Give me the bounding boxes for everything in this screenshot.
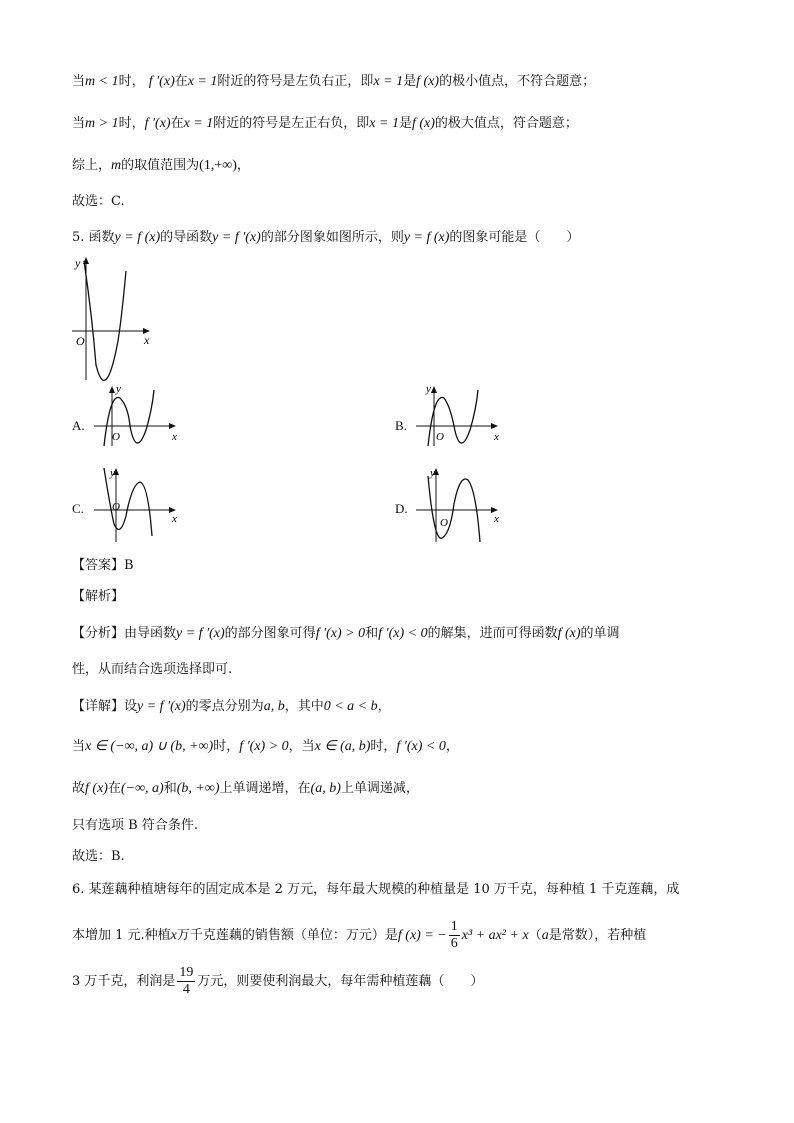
option-b-graph[interactable] bbox=[414, 384, 506, 448]
svg-text:O: O bbox=[112, 431, 120, 443]
text: 时， bbox=[213, 739, 240, 754]
text: 时， bbox=[118, 116, 145, 131]
text: 【详解】设 bbox=[72, 699, 138, 714]
text: 的部分图象可得 bbox=[224, 626, 316, 641]
derivative-graph bbox=[70, 255, 160, 385]
text: 在 bbox=[174, 74, 188, 89]
math: f ′(x) bbox=[148, 74, 175, 89]
svg-text:y: y bbox=[426, 384, 431, 395]
text: 附近的符号是左正右负，即 bbox=[213, 116, 370, 131]
text: 是 bbox=[398, 116, 412, 131]
text: ，当 bbox=[288, 739, 315, 754]
math: f (x) bbox=[416, 74, 440, 89]
math: x ∈ (−∞, a) ∪ (b, +∞) bbox=[85, 739, 214, 754]
text: 【答案】B bbox=[72, 558, 134, 573]
option-a-label: A. bbox=[72, 418, 85, 433]
option-d-label: D. bbox=[395, 501, 408, 516]
math: y = f ′(x) bbox=[176, 626, 225, 641]
text: 的极大值点，符合题意； bbox=[434, 116, 578, 131]
fenxi-line-2 bbox=[72, 660, 232, 680]
xiangjie-line-1 bbox=[72, 697, 391, 717]
text: 5. 函数 bbox=[72, 230, 115, 245]
math: f ′(x) > 0 bbox=[239, 739, 289, 754]
x-label: x bbox=[144, 333, 150, 347]
text: 上单调递增，在 bbox=[219, 781, 311, 796]
math: m < 1 bbox=[85, 74, 119, 89]
math: x = 1 bbox=[373, 74, 404, 89]
text: 时， bbox=[370, 739, 397, 754]
text: 的单调 bbox=[580, 626, 620, 641]
analysis-heading bbox=[72, 587, 124, 607]
text: 故 bbox=[72, 781, 86, 796]
math: a, b bbox=[263, 699, 285, 714]
option-b-label: B. bbox=[395, 418, 407, 433]
text: 在 bbox=[170, 116, 184, 131]
solution-line-3 bbox=[72, 156, 250, 176]
text: 和 bbox=[365, 626, 379, 641]
text: ， bbox=[445, 739, 459, 754]
svg-text:O: O bbox=[112, 501, 120, 513]
text: 性，从而结合选项选择即可. bbox=[72, 662, 233, 677]
text: 是常数），若种植 bbox=[548, 928, 647, 943]
solution-line-1 bbox=[72, 72, 595, 92]
parabola-curve bbox=[84, 261, 126, 380]
text: 万千克莲藕的销售额（单位：万元）是 bbox=[176, 928, 398, 943]
math: y = f ′(x) bbox=[212, 230, 261, 245]
svg-text:O: O bbox=[440, 517, 448, 529]
solution-line-4 bbox=[72, 192, 125, 212]
text: 的极小值点，不符合题意； bbox=[439, 74, 596, 89]
question-6-line-1 bbox=[72, 880, 679, 900]
math: (1,+∞) bbox=[199, 158, 237, 173]
text: 是 bbox=[403, 74, 417, 89]
math: f ′(x) < 0 bbox=[396, 739, 446, 754]
math: f ′(x) < 0 bbox=[378, 626, 428, 641]
text: 的导函数 bbox=[160, 230, 213, 245]
option-a-graph[interactable] bbox=[92, 384, 184, 448]
text: 的解集，进而可得函数 bbox=[427, 626, 558, 641]
svg-text:x: x bbox=[172, 513, 177, 525]
text: 3 万千克，利润是 bbox=[72, 974, 176, 989]
text: 当 bbox=[72, 116, 86, 131]
math: (−∞, a) bbox=[120, 781, 164, 796]
text: 当 bbox=[72, 739, 86, 754]
math: f ′(x) > 0 bbox=[315, 626, 366, 641]
text: 当 bbox=[72, 74, 86, 89]
svg-text:x: x bbox=[494, 513, 499, 525]
text: 【解析】 bbox=[72, 589, 125, 604]
option-c-label: C. bbox=[72, 501, 84, 516]
math: x = 1 bbox=[183, 116, 214, 131]
math: x ∈ (a, b) bbox=[314, 739, 371, 754]
text: ， bbox=[377, 699, 391, 714]
question-5 bbox=[72, 228, 579, 248]
option-c-graph[interactable] bbox=[92, 466, 184, 546]
math: y = f (x) bbox=[114, 230, 161, 245]
svg-text:O: O bbox=[436, 431, 444, 443]
math: m > 1 bbox=[85, 116, 119, 131]
text: 故选：B. bbox=[72, 849, 125, 864]
option-d-graph[interactable] bbox=[414, 466, 506, 546]
math: y = f ′(x) bbox=[137, 699, 186, 714]
math: y = f (x) bbox=[403, 230, 450, 245]
text: 只有选项 B 符合条件. bbox=[72, 818, 198, 833]
text: 【分析】由导函数 bbox=[72, 626, 177, 641]
text: 的零点分别为 bbox=[185, 699, 264, 714]
y-label: y bbox=[75, 256, 81, 270]
text: 附近的符号是左负右正，即 bbox=[217, 74, 374, 89]
math: f (x) = − bbox=[397, 928, 447, 943]
origin-label: O bbox=[76, 334, 85, 348]
text: 的取值范围为 bbox=[121, 158, 200, 173]
text: 和 bbox=[163, 781, 177, 796]
xiangjie-line-2 bbox=[72, 737, 459, 757]
text: 综上， bbox=[72, 158, 112, 173]
svg-text:y: y bbox=[116, 384, 121, 395]
text: 万元，则要使利润最大，每年需种植莲藕（ ） bbox=[197, 974, 484, 989]
math: f ′(x) bbox=[144, 116, 171, 131]
text: 6. 某莲藕种植塘每年的固定成本是 2 万元，每年最大规模的种植量是 10 万千克，每种植 1 千克莲藕，成 bbox=[72, 882, 680, 897]
text: 上单调递减， bbox=[340, 781, 419, 796]
text: 的图象可能是（ ） bbox=[449, 230, 580, 245]
math: x³ + ax² + x bbox=[461, 928, 529, 943]
fenxi-line-1 bbox=[72, 624, 620, 644]
math: f (x) bbox=[557, 626, 581, 641]
xiangjie-line-4 bbox=[72, 816, 198, 836]
math: (b, +∞) bbox=[176, 781, 220, 796]
answer-line bbox=[72, 556, 134, 576]
text: （ bbox=[528, 928, 542, 943]
question-6-line-2 bbox=[72, 918, 646, 954]
text: 的部分图象如图所示，则 bbox=[260, 230, 404, 245]
text: ， bbox=[236, 158, 250, 173]
xiangjie-line-3 bbox=[72, 779, 419, 799]
math: a bbox=[541, 928, 549, 943]
math: (a, b) bbox=[310, 781, 341, 796]
svg-text:x: x bbox=[494, 431, 499, 443]
math: x bbox=[170, 928, 177, 943]
math: x = 1 bbox=[187, 74, 218, 89]
question-6-line-3 bbox=[72, 964, 483, 1000]
math: 0 < a < b bbox=[323, 699, 378, 714]
math: x = 1 bbox=[369, 116, 399, 131]
fraction-one-sixth: $\frac{1}{6}$ bbox=[450, 919, 458, 951]
text: 时， bbox=[118, 74, 145, 89]
solution-line-2 bbox=[72, 114, 578, 134]
svg-text:x: x bbox=[172, 431, 177, 443]
svg-text:y: y bbox=[430, 467, 435, 479]
svg-text:y: y bbox=[110, 467, 115, 479]
text: 故选：C. bbox=[72, 194, 125, 209]
text: 本增加 1 元.种植 bbox=[72, 928, 171, 943]
text: ，其中 bbox=[284, 699, 324, 714]
xiangjie-line-5 bbox=[72, 847, 125, 867]
math: m bbox=[111, 158, 122, 173]
math: f (x) bbox=[85, 781, 108, 796]
math: f (x) bbox=[411, 116, 435, 131]
text: 在 bbox=[107, 781, 121, 796]
fraction-nineteen-fourths: $\frac{19}{4}$ bbox=[179, 965, 194, 997]
